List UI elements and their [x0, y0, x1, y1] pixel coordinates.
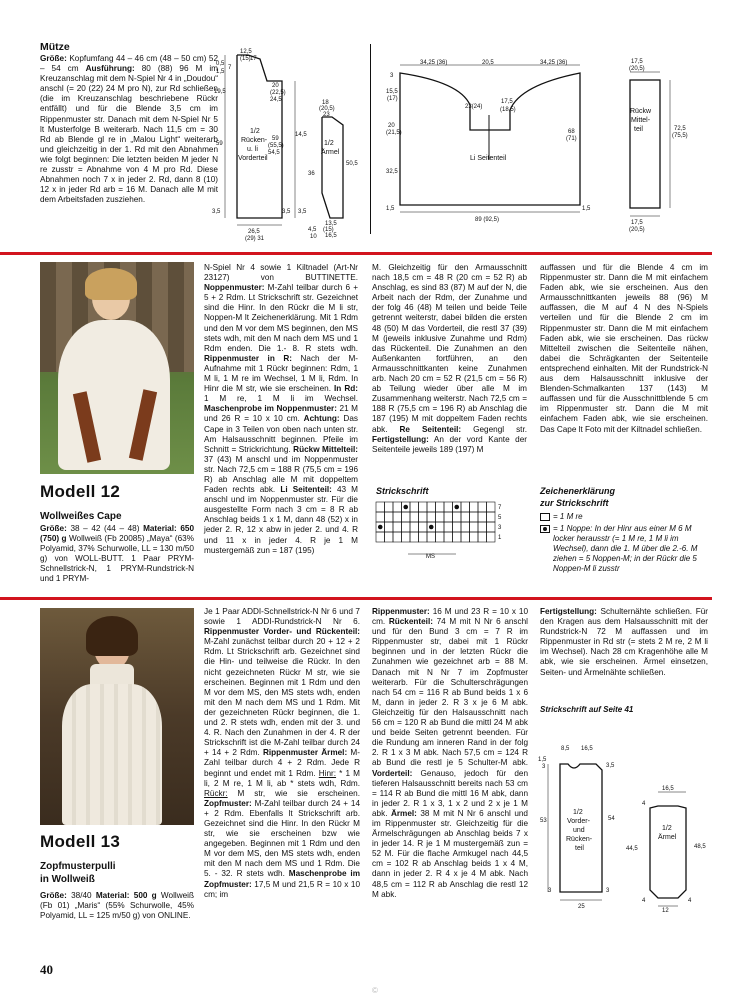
bobble-mark — [403, 505, 408, 510]
dim-label: (29) 31 — [245, 236, 265, 242]
ms-label: MS — [426, 554, 435, 560]
chart-cell — [470, 532, 479, 542]
dim-label: 26,5 — [248, 229, 260, 235]
legend-title-b: zur Strickschrift — [540, 498, 609, 508]
strickschrift-chart — [376, 502, 506, 564]
dim-label: 10 — [310, 234, 317, 240]
chart-cell — [487, 522, 496, 532]
dim-label: 16,5 — [325, 233, 337, 239]
model-13-title: Modell 13 — [40, 832, 121, 851]
dim-label: 53 — [540, 818, 547, 824]
model-12-col3: M. Gleichzeitig für den Armausschnitt nach 18,5 cm = 48 R (20 cm = 52 R) ab Anschlag, es sind 83 (87) M auf der N, die Arbeit nach der Rdm, der Zunahme und der folg 46 (48) M teilen und beide Teile getrennt weiterstr, dabei bilden die ersten 48 (50) M das Vorderteil, die restl 37 (39) M (jeweils inklusive Zunahme und Rdm) das Rückenteil. Die Zunahmen an den Außenkanten fortführen, an den Armausschnittkanten keine Zunahmen arb. Nach 20 cm = 52 R (21,5 cm = 56 R) ab Teilung wieder über alle M im Zusammenhang weiterstr. Nach 72,5 cm = 188 R (75,5 cm = 196 R) ab Anschlag die 187 (195) M mit doppeltem Faden rechts abk. Re Seitenteil: Gegengl str. Fertigstellung: An der vord Kante der Seitenteile jeweils 189 (197) M — [372, 263, 527, 454]
dim-label: 48,5 — [694, 844, 706, 850]
model-13-material: Größe: 38/40 Material: 500 g Wollweiß (Fb 01) „Maris“ (55% Schurwolle, 45% Polyamid, LL = 125 m/50 g) von ONLINE. — [40, 891, 194, 921]
piece-label: Ärmel — [658, 834, 677, 841]
bobble-mark — [454, 505, 459, 510]
section-divider — [0, 252, 712, 255]
chart-cell — [453, 522, 462, 532]
chart-cell — [487, 502, 496, 512]
pattern-diagram-cape-body — [212, 45, 360, 242]
chart-cell — [376, 532, 385, 542]
pattern-diagram-sleeve — [626, 778, 715, 914]
chart-cell — [444, 522, 453, 532]
dim-label: 20 — [388, 123, 395, 129]
dim-label: 3 — [606, 888, 610, 894]
model-13-col3: Rippenmuster: 16 M und 23 R = 10 x 10 cm. Rückenteil: 74 M mit N Nr 6 anschl und für den Bund 3 cm = 7 R im Rippenmuster str, dabei mit 1 Rückr beginnen und in der letzten Rückr die Zunahmen wie gezeichnet arb = 88 M. Danach mit N Nr 7 im Zopfmuster weiterarb. Für die Schulterschrägungen nach 54 cm = 116 R ab Bund beids 1 x 6 M, dann in jeder 2. R 3 x je 6 M abk. Gleichzeitig für den Halsausschnitt nach 56 cm = 120 R ab Bund die mittl 24 M abk und beide Seiten getrennt beenden. Für die Rundung am inneren Rand in der folg 2. R 1 x 3 M abk. Nach 57,5 cm = 124 R ab Bund die restl je 5 Schulter-M abk. Vorderteil: Genauso, jedoch für den tieferen Halsausschnitt bereits nach 53 cm = 114 R ab Bund die mittl 16 M abk, dann in jeder 2. R 1 x 3, 1 x 2 und 2 x je 1 M abk. Ärmel: 38 M mit N Nr 6 anschl und im Rippenmuster str. Gleichzeitig für die Ärmelschrägungen ab Anschlag beids 7 x in jeder 14. R je 1 M mustergemäß zun = 52 M. Für die flache Armkugel nach 44,5 cm = 102 R ab Anschlag beids 1 x 4 M, dann in jeder 2. R 4 x je 4 M abk. Nach 48,5 cm = 112 R ab Anschlag die restl 12 M abk. — [372, 607, 528, 899]
dim-label: (15) — [240, 56, 251, 62]
dim-label: 4 — [642, 898, 646, 904]
dim-label: 17,5 — [631, 59, 643, 65]
dim-label: 3,5 — [298, 209, 307, 215]
chart-cell — [461, 512, 470, 522]
dim-label: 16,5 — [581, 746, 593, 752]
dim-label: (17) — [387, 96, 398, 102]
chart-cell — [436, 512, 445, 522]
dim-label: 12,5 — [240, 49, 252, 55]
piece-label: Rückw — [630, 108, 652, 115]
dim-label: (18,5) — [500, 107, 516, 113]
dim-label: 14,5 — [295, 132, 307, 138]
chart-cell — [453, 512, 462, 522]
chart-cell — [419, 502, 428, 512]
dim-label: 59 — [272, 136, 279, 142]
piece-label: 1/2 — [573, 809, 583, 816]
dim-label: 72,5 — [674, 126, 686, 132]
dim-label: 13,5 — [325, 221, 337, 227]
chart-cell — [478, 532, 487, 542]
dim-label: 20 — [272, 83, 279, 89]
chart-cell — [385, 532, 394, 542]
dim-label: 17 — [250, 56, 257, 62]
pattern-diagram-pullover-body — [540, 742, 640, 912]
chart-cell — [444, 502, 453, 512]
dim-label: 3,5 — [212, 209, 221, 215]
chart-cell — [436, 532, 445, 542]
row-label: 1 — [498, 535, 502, 541]
chart-cell — [444, 512, 453, 522]
dim-label: 15,5 — [386, 89, 398, 95]
model-12-title: Modell 12 — [40, 482, 121, 501]
chart-cell — [376, 502, 385, 512]
model-13-photo — [40, 608, 194, 825]
chart-cell — [461, 532, 470, 542]
dim-label: 19,5 — [214, 89, 226, 95]
chart-cell — [393, 532, 402, 542]
dim-label: 12 — [662, 908, 669, 914]
chart-cell — [410, 522, 419, 532]
dim-label: 4 — [688, 898, 692, 904]
chart-cell — [478, 512, 487, 522]
row-label: 3 — [498, 525, 502, 531]
model-12-col2: N-Spiel Nr 4 sowie 1 Kiltnadel (Art-Nr 23127) von BUTTINETTE. Noppenmuster: M-Zahl teilbar durch 6 + 5 + 2 Rdm. Lt Strickschrift str. Gezeichnet sind die Hinr. In den Rückr die M li str, Noppen-M lt Zeichenerklärung. Mit 1 Rdm und den M vor dem MS beginnen, den MS stets wdh, mit den M nach dem MS und 1 Rdm enden. Die 1.- 8. R stets wdh. Rippenmuster in R: Nach der M-Aufnahme mit 1 Rückr beginnen: Rdm, 1 M li, 1 M re im Wechsel, 1 M li, Rdm. In Hinr die M str, wie sie erscheinen. In Rd: 1 M re, 1 M li im Wechsel. Maschenprobe im Noppenmuster: 21 M und 26 R = 10 x 10 cm. Achtung: Das Cape in 3 Teilen von oben nach unten str. Am Halsausschnitt beginnen. Pfeile im Schnitt = Strickrichtung. Rückw Mittelteil: 37 (43) M anschl und im Noppenmuster str. Nach 72,5 cm = 188 R (75,5 cm = 196 R) ab Anschlag alle M mit doppeltem Faden rechts abk. Li Seitenteil: 43 M anschl und im Noppenmuster str. Für die ausgestellte Form nach 3 cm = 8 R ab Anschlag beids 1 x 1 M, dann 48 (52) x in jeder 2. R, 12 x abw in jeder 2. und 4. R und 11 x in jeder 4. R je 1 M mustergemäß zun = 187 (195) — [204, 263, 358, 555]
model-13-col4: Fertigstellung: Schulternähte schließen. Für den Kragen aus dem Halsausschnitt mit der Rundstrick-N 72 M auffassen und im Rippenmuster in Rd str (= stets 2 M re, 2 M li im Wechsel). Nach 28 cm Kragenhöhe alle M abk, wie sie erscheinen. Ärmel einsetzen, Seiten- und Ärmelnähte schließen. — [540, 607, 708, 677]
muetze-title: Mütze — [40, 41, 70, 53]
model-12-photo — [40, 262, 194, 474]
dim-label: 1,5 — [386, 206, 395, 212]
piece-label: Rücken- — [241, 137, 268, 144]
chart-cell — [427, 502, 436, 512]
chart-cell — [419, 532, 428, 542]
chart-cell — [461, 502, 470, 512]
dim-label: 34,25 (36) — [540, 60, 568, 66]
chart-cell — [402, 512, 411, 522]
dim-label: 18 — [322, 100, 329, 106]
piece-label: teil — [634, 126, 643, 133]
dim-label: (21,5) — [386, 130, 402, 136]
dim-label: 17,5 — [631, 220, 643, 226]
piece-label: und — [573, 827, 585, 834]
model-12-material: Größe: 38 – 42 (44 – 48) Material: 650 (750) g Wollweiß (Fb 20085) „Maya“ (63% Polyamid, 37% Schurwolle, LL = 130 m/50 g) von WOLL-BUTT. 1 Paar PRYM-Schnellstrick-N, 1 PRYM-Rundstrick-N und 1 PRYM- — [40, 524, 195, 584]
knit-stitch-icon — [540, 513, 550, 521]
chart-cell — [385, 512, 394, 522]
chart-cell — [470, 522, 479, 532]
dim-label: (22,5) — [270, 90, 286, 96]
dim-label: 4,5 — [308, 227, 317, 233]
dim-label: 1,5 — [538, 757, 547, 763]
pattern-diagram-back-middle — [620, 58, 710, 233]
legend-knit: = 1 M re — [553, 512, 583, 521]
chart-cell — [427, 532, 436, 542]
chart-cell — [478, 522, 487, 532]
bobble-mark — [378, 525, 383, 530]
dim-label: 8,5 — [561, 746, 570, 752]
dim-label: (55,5) — [268, 143, 284, 149]
chart-cell — [402, 532, 411, 542]
chart-cell — [385, 502, 394, 512]
dim-label: 36 — [308, 171, 315, 177]
chart-cell — [393, 502, 402, 512]
page-number: 40 — [40, 962, 53, 977]
chart-cell — [470, 502, 479, 512]
model-12-header — [40, 482, 194, 523]
chart-cell — [376, 512, 385, 522]
chart-cell — [436, 522, 445, 532]
chart-cell — [444, 532, 453, 542]
dim-label: 3 — [548, 888, 552, 894]
dim-label: 23(24) — [465, 104, 483, 110]
model-13-subtitle-b: in Wollweiß — [40, 874, 95, 885]
bobble-stitch-icon — [540, 525, 550, 533]
dim-label: 1,5 — [582, 206, 591, 212]
model-13-subtitle-a: Zopfmusterpulli — [40, 861, 116, 872]
muetze-text: Größe: Kopfumfang 44 – 46 cm (48 – 50 cm) 52 – 54 cm Ausführung: 80 (88) 96 M im Kreuzanschlag mit dem N-Spiel Nr 4 in „Doudou“ anschl (= 20 (22) 24 M pro N), zur Rd schließen (die im Kreuzanschlag beschriebene Rückr entfällt) und für die Blende 3,5 cm im Rippenmuster str. Danach mit dem N-Spiel Nr 5 lt Musterfolge B weiterarb. Nach 11,5 cm = 30 Rd ab Blende gl re in „Malou Light“ weiterarb und gleichzeitig in der 1. Rd mit den Abnahmen wie folgt beginnen: Die letzten beiden M jeder N re zusstr = Abnahme von 4 M pro Rd. Diese Abnahmen noch 7 x in jeder 2. Rd, dann 8 (10) 12 x in jeder Rd arb = 16 M. Danach alle M mit dem Arbeitsfaden zusziehen. — [40, 54, 219, 205]
dim-label: 3,5 — [282, 209, 291, 215]
dim-label: 23 — [323, 112, 330, 118]
dim-label: 32,5 — [386, 169, 398, 175]
dim-label: 17,5 — [501, 99, 513, 105]
chart-cell — [487, 512, 496, 522]
chart-reference: Strickschrift auf Seite 41 — [540, 705, 634, 714]
legend — [540, 512, 708, 574]
chart-cell — [419, 522, 428, 532]
dim-label: 54 — [608, 816, 615, 822]
model-13-header — [40, 832, 194, 886]
chart-cell — [436, 502, 445, 512]
dim-label: 20,5 — [482, 60, 494, 66]
piece-label: Ärmel — [321, 149, 340, 156]
dim-label: 3 — [390, 73, 394, 79]
dim-label: (15) — [323, 227, 334, 233]
dim-label: 16,5 — [662, 786, 674, 792]
model-12-subtitle: Wollweißes Cape — [40, 511, 122, 522]
chart-cell — [453, 532, 462, 542]
dim-label: 89 (92,5) — [475, 217, 500, 223]
dim-label: (20,5) — [629, 66, 645, 72]
piece-label: Mittel- — [631, 117, 651, 124]
dim-label: 54,5 — [268, 150, 280, 156]
chart-cell — [385, 522, 394, 532]
chart-cell — [478, 502, 487, 512]
dim-label: (20,5) — [319, 106, 335, 112]
piece-label: teil — [575, 845, 584, 852]
piece-label: Li Seitenteil — [470, 155, 507, 162]
dim-label: (20,5) — [629, 227, 645, 233]
chart-cell — [461, 522, 470, 532]
piece-label: Vorder- — [567, 818, 590, 825]
row-label: 7 — [498, 505, 502, 511]
dim-label: 50,5 — [346, 161, 358, 167]
chart-cell — [410, 502, 419, 512]
divider — [370, 44, 371, 234]
piece-label: 1/2 — [324, 140, 334, 147]
dim-label: 4 — [642, 801, 646, 807]
row-label: 5 — [498, 515, 502, 521]
dim-label: 68 — [568, 129, 575, 135]
dim-label: (75,5) — [672, 133, 688, 139]
dim-label: (71) — [566, 136, 577, 142]
chart-cell — [470, 512, 479, 522]
model-13-col2: Je 1 Paar ADDI-Schnellstrick-N Nr 6 und 7 sowie 1 ADDI-Rundstrick-N Nr 6. Rippenmuster Vorder- und Rückenteil: M-Zahl zunächst teilbar durch 20 + 12 + 2 Rdm. Lt Strickschrift arb. Gezeichnet sind die Hin- und teilweise die Rückr. In den nicht gezeichneten Rückr M str, wie sie erscheinen. Beginnen mit 1 Rdm und den M vor dem MS, den MS stets wdh, enden mit den M nach dem MS und 1 Rdm. Mit der gezeichneten Rückr beginnen, die 1. und 2. R stets wdh, enden mit der 3. und 4. R. Nach den Zunahmen in der 4. R der Strickschrift ist die M-Zahl teilbar durch 24 + 14 + 2 Rdm. Rippenmuster Ärmel: M-Zahl teilbar durch 4 + 2 Rdm. Jede R beginnt und endet mit 1 Rdm. Hinr: * 1 M li, 2 M re, 1 M li, ab * stets wdh, Rdm. Rückr: M str, wie sie erscheinen. Zopfmuster: M-Zahl teilbar durch 24 + 14 + 2 Rdm. Ebenfalls lt Strickschrift arb. Gezeichnet sind die Hinr. In den Rückr M str, wie sie erscheinen bzw wie angegeben. Beginnen mit 1 Rdm und den M vor dem MS, den MS stets wdh, enden mit den M nach dem MS und 1 Rdm. Die 5. - 32. R stets wdh. Maschenprobe im Zopfmuster: 17,5 M und 21,5 R = 10 x 10 cm; im — [204, 607, 360, 899]
chart-cell — [410, 512, 419, 522]
chart-cell — [410, 532, 419, 542]
muetze-section — [40, 41, 218, 205]
piece-label: 1/2 — [662, 825, 672, 832]
dim-label: 44,5 — [626, 846, 638, 852]
pattern-diagram-side-piece — [386, 60, 605, 225]
chart-cell — [393, 522, 402, 532]
piece-label: Rücken- — [566, 836, 593, 843]
dim-label: 1,5 — [216, 69, 225, 75]
dim-label: 3 — [542, 764, 546, 770]
chart-cell — [427, 512, 436, 522]
dim-label: 3,5 — [606, 763, 615, 769]
piece-label: Vorderteil — [238, 155, 268, 162]
chart-cell — [402, 522, 411, 532]
piece-label: u. li — [247, 146, 258, 153]
dim-label: 24,5 — [270, 97, 282, 103]
strickschrift-title: Strickschrift — [376, 486, 429, 496]
chart-cell — [487, 532, 496, 542]
dim-label: 25 — [578, 904, 585, 910]
bobble-mark — [429, 525, 434, 530]
footer-mark: © — [372, 986, 378, 995]
section-divider — [0, 597, 712, 600]
legend-bobble: = 1 Noppe: In der Hinr aus einer M 6 M locker herausstr (= 1 M re, 1 M li im Wechsel), dann die 1. M über die 2.-6. M ziehen = 5 Noppen-M; in der Rückr die 5 Noppen-M li zusstr — [553, 524, 698, 573]
chart-cell — [393, 512, 402, 522]
piece-label: 1/2 — [250, 128, 260, 135]
model-12-col4: auffassen und für die Blende 4 cm im Rippenmuster str. Dann die M mit einfachem Faden abk, wie sie erscheinen. Aus den Armausschnittkanten jeweils 88 (96) M auffassen, die M auf 4 N des N-Spiels verteilen und für die Blende 2 cm im Rippenmuster str. Dann die M mit einfachem Faden abk, wie sie erscheinen. Das rückw Mittelteil zwischen die Seitenteile nähen, dabei die Schrägkanten der Seitenteile entsprechend einhalten. Mit der Rundstrick-N aus dem Halsausschnitt inklusive der Blenden-Schmalkanten 137 (143) M auffassen und für die Ausschnittblende 5 cm im Rippenmuster str. Dann die M mit einfachem Faden abk, wie sie erscheinen. Das Cape lt Foto mit der Kiltnadel schließen. — [540, 263, 708, 434]
chart-cell — [419, 512, 428, 522]
dim-label: 0,5 — [216, 61, 225, 67]
dim-label: 7 — [228, 65, 232, 71]
dim-label: 59 — [216, 141, 223, 147]
legend-title-a: Zeichenerklärung — [540, 486, 616, 496]
dim-label: 34,25 (36) — [420, 60, 448, 66]
